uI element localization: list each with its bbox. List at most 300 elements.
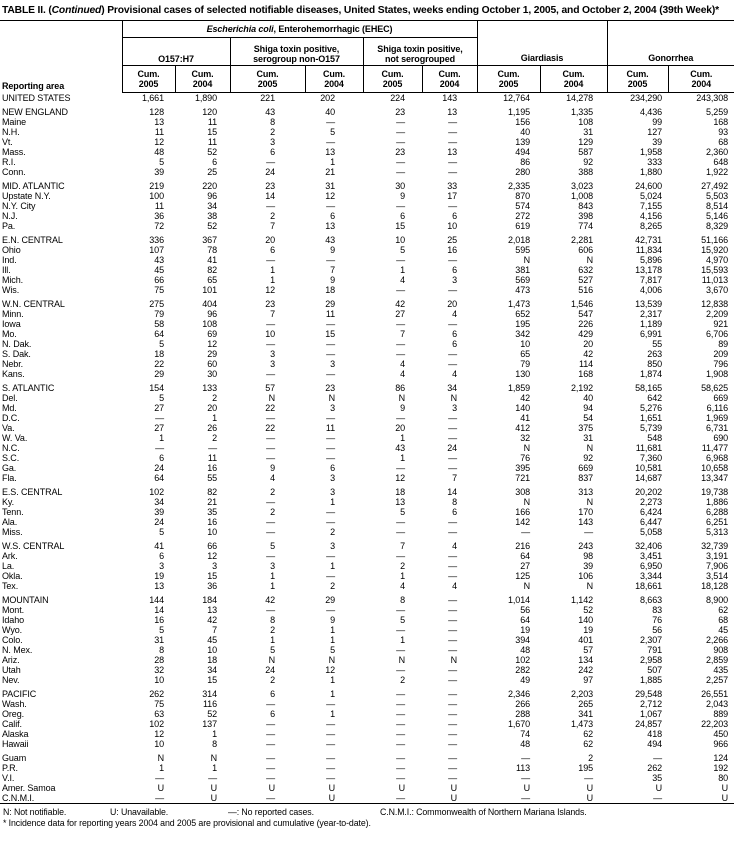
table-row: [0, 541, 734, 551]
reporting-area-cell: Amer. Samoa: [2, 783, 56, 793]
value-cell: —: [396, 463, 405, 473]
value-cell: 1: [400, 433, 405, 443]
value-cell: 76: [652, 615, 663, 625]
reporting-area-cell: Utah: [2, 665, 21, 675]
value-cell: 51,166: [701, 235, 729, 245]
table-title: [0, 4, 734, 17]
value-cell: 265: [578, 699, 594, 709]
value-cell: 3,023: [570, 181, 594, 191]
reporting-area-cell: Alaska: [2, 729, 29, 739]
value-cell: 2,712: [639, 699, 663, 709]
reporting-area-cell: Miss.: [2, 527, 23, 537]
value-cell: U: [210, 783, 217, 793]
table-row: [0, 773, 734, 783]
value-cell: —: [448, 625, 458, 635]
value-cell: 1: [212, 729, 217, 739]
title-continued: Continued: [51, 5, 102, 16]
value-cell: 341: [578, 709, 594, 719]
value-cell: 168: [713, 117, 729, 127]
reporting-area-cell: P.R.: [2, 763, 18, 773]
value-cell: 5,024: [639, 191, 663, 201]
value-cell: 72: [154, 221, 164, 231]
value-cell: —: [448, 517, 458, 527]
table-header: [0, 21, 734, 93]
value-cell: 6: [330, 463, 335, 473]
value-cell: —: [396, 699, 405, 709]
value-cell: 156: [515, 117, 531, 127]
value-cell: 106: [578, 571, 594, 581]
value-cell: 18,128: [701, 581, 729, 591]
value-cell: 134: [578, 655, 594, 665]
value-cell: 11: [207, 117, 217, 127]
value-cell: 25: [207, 167, 217, 177]
value-cell: —: [155, 413, 164, 423]
value-cell: 619: [515, 221, 531, 231]
value-cell: 34: [154, 497, 164, 507]
value-cell: U: [328, 793, 335, 803]
value-cell: 2: [400, 561, 405, 571]
reporting-area-cell: N. Dak.: [2, 339, 32, 349]
value-cell: 4,970: [706, 255, 729, 265]
value-cell: 24: [265, 167, 275, 177]
notifiable-diseases-table: [0, 20, 734, 804]
value-cell: 130: [515, 369, 531, 379]
value-cell: 2,859: [706, 655, 729, 665]
value-cell: 15: [207, 675, 217, 685]
value-cell: —: [396, 157, 405, 167]
table-row: [0, 571, 734, 581]
value-cell: 202: [320, 93, 335, 103]
value-cell: 3: [330, 473, 335, 483]
value-cell: —: [396, 753, 405, 763]
value-cell: 10: [207, 527, 217, 537]
value-cell: —: [396, 645, 405, 655]
value-cell: 5,259: [706, 107, 729, 117]
value-cell: 108: [578, 117, 594, 127]
value-cell: N: [523, 497, 531, 507]
value-cell: N: [523, 443, 531, 453]
reporting-area-cell: C.N.M.I.: [2, 793, 35, 803]
table-row: [0, 147, 734, 157]
value-cell: 124: [713, 753, 729, 763]
table-row: [0, 453, 734, 463]
value-cell: 108: [202, 319, 217, 329]
value-cell: N: [586, 497, 594, 507]
value-cell: —: [326, 349, 335, 359]
value-cell: —: [266, 699, 275, 709]
value-cell: —: [266, 773, 275, 783]
value-cell: 27: [395, 309, 405, 319]
value-cell: —: [584, 773, 594, 783]
value-cell: U: [586, 793, 594, 803]
value-cell: —: [448, 117, 458, 127]
value-cell: 547: [578, 309, 594, 319]
value-cell: 27: [154, 423, 164, 433]
table-row: [0, 527, 734, 537]
value-cell: 5: [400, 507, 405, 517]
reporting-area-cell: V.I.: [2, 773, 15, 783]
value-cell: N: [268, 393, 275, 403]
column-header-cum: Cum. 2005: [477, 66, 540, 93]
value-cell: 42: [207, 615, 217, 625]
value-cell: 68: [718, 137, 729, 147]
value-cell: 6: [452, 265, 458, 275]
value-cell: 1,546: [570, 299, 594, 309]
value-cell: 39: [154, 507, 164, 517]
value-cell: 99: [652, 117, 663, 127]
value-cell: 12: [207, 551, 217, 561]
value-cell: 8: [400, 595, 405, 605]
value-cell: 11,681: [635, 443, 663, 453]
table-row: [0, 359, 734, 369]
value-cell: 24: [154, 517, 164, 527]
reporting-area-cell: Wash.: [2, 699, 27, 709]
value-cell: 375: [578, 423, 594, 433]
value-cell: 192: [713, 763, 729, 773]
reporting-area-cell: Ala.: [2, 517, 18, 527]
value-cell: 92: [583, 157, 594, 167]
value-cell: 41: [520, 413, 531, 423]
value-cell: —: [396, 117, 405, 127]
table-row: [0, 329, 734, 339]
value-cell: 42: [583, 349, 594, 359]
value-cell: 1,885: [639, 675, 663, 685]
value-cell: —: [266, 413, 275, 423]
value-cell: —: [326, 517, 335, 527]
value-cell: —: [326, 773, 335, 783]
value-cell: 5: [159, 625, 164, 635]
value-cell: 1: [330, 625, 335, 635]
reporting-area-cell: Ind.: [2, 255, 17, 265]
value-cell: 65: [207, 275, 217, 285]
value-cell: 1: [212, 763, 217, 773]
value-cell: 2,043: [706, 699, 729, 709]
reporting-area-cell: Conn.: [2, 167, 26, 177]
value-cell: 38: [207, 211, 217, 221]
value-cell: U: [586, 783, 594, 793]
value-cell: 2,958: [639, 655, 663, 665]
value-cell: 55: [207, 473, 217, 483]
value-cell: —: [396, 793, 405, 803]
value-cell: 42,731: [635, 235, 663, 245]
table-row: [0, 655, 734, 665]
value-cell: 3: [330, 359, 335, 369]
value-cell: 4: [452, 369, 458, 379]
value-cell: 43: [154, 255, 164, 265]
value-cell: 3: [452, 275, 458, 285]
value-cell: 113: [515, 763, 531, 773]
value-cell: U: [157, 783, 164, 793]
value-cell: 3: [159, 561, 164, 571]
value-cell: 398: [578, 211, 594, 221]
value-cell: 25: [447, 235, 458, 245]
value-cell: 11,013: [701, 275, 729, 285]
table-row: [0, 221, 734, 231]
value-cell: 10: [520, 339, 531, 349]
value-cell: 6,991: [639, 329, 663, 339]
value-cell: 1: [330, 497, 335, 507]
value-cell: 1,908: [706, 369, 729, 379]
value-cell: 1: [270, 571, 275, 581]
value-cell: 76: [520, 453, 531, 463]
value-cell: 14,278: [566, 93, 594, 103]
value-cell: 139: [515, 137, 531, 147]
value-cell: 22: [265, 423, 275, 433]
value-cell: —: [521, 773, 531, 783]
value-cell: 10: [154, 739, 164, 749]
value-cell: 30: [207, 369, 217, 379]
table-row: [0, 497, 734, 507]
value-cell: N: [586, 255, 594, 265]
footnote-dash: —: No reported cases.: [228, 807, 314, 817]
value-cell: 133: [202, 383, 217, 393]
reporting-area-cell: S. ATLANTIC: [2, 383, 55, 393]
value-cell: 56: [520, 605, 531, 615]
value-cell: —: [448, 561, 458, 571]
value-cell: 8,329: [706, 221, 729, 231]
value-cell: 6: [270, 709, 275, 719]
value-cell: 29: [207, 349, 217, 359]
value-cell: 2: [212, 393, 217, 403]
value-cell: —: [326, 453, 335, 463]
table-row: [0, 319, 734, 329]
value-cell: 2: [270, 507, 275, 517]
value-cell: 220: [202, 181, 217, 191]
value-cell: —: [326, 763, 335, 773]
value-cell: 12: [325, 191, 335, 201]
value-cell: 24: [154, 463, 164, 473]
value-cell: 1: [212, 413, 217, 423]
value-cell: 40: [325, 107, 335, 117]
reporting-area-cell: Hawaii: [2, 739, 29, 749]
value-cell: 1: [270, 265, 275, 275]
value-cell: 548: [647, 433, 663, 443]
reporting-area-cell: Kans.: [2, 369, 25, 379]
column-header-reporting-area: Reporting area: [0, 21, 122, 93]
value-cell: 6: [270, 689, 275, 699]
value-cell: —: [208, 773, 217, 783]
value-cell: 52: [207, 147, 217, 157]
value-cell: —: [448, 349, 458, 359]
value-cell: —: [396, 201, 405, 211]
value-cell: 5: [270, 541, 275, 551]
value-cell: —: [448, 551, 458, 561]
value-cell: —: [448, 433, 458, 443]
value-cell: 29: [154, 369, 164, 379]
value-cell: U: [268, 783, 275, 793]
value-cell: N: [157, 753, 164, 763]
value-cell: —: [448, 753, 458, 763]
table-row: [0, 349, 734, 359]
value-cell: 12: [265, 285, 275, 295]
value-cell: 10: [207, 645, 217, 655]
value-cell: 24: [265, 665, 275, 675]
value-cell: 19: [520, 625, 531, 635]
value-cell: 3: [270, 359, 275, 369]
value-cell: 1: [270, 635, 275, 645]
value-cell: 5: [330, 127, 335, 137]
value-cell: —: [584, 527, 594, 537]
value-cell: 62: [718, 605, 729, 615]
value-cell: 32: [520, 433, 531, 443]
value-cell: 40: [520, 127, 531, 137]
value-cell: 96: [207, 309, 217, 319]
value-cell: —: [266, 739, 275, 749]
reporting-area-cell: Iowa: [2, 319, 21, 329]
value-cell: 226: [578, 319, 594, 329]
value-cell: 6: [452, 211, 458, 221]
value-cell: 140: [515, 403, 531, 413]
incidence-note: * Incidence data for reporting years 2004 and 2005 are provisional and cumulative (year-to-date).: [3, 818, 371, 828]
value-cell: 7: [452, 473, 458, 483]
value-cell: 1,651: [639, 413, 663, 423]
value-cell: 12: [154, 729, 164, 739]
value-cell: 219: [149, 181, 164, 191]
value-cell: 15,920: [701, 245, 729, 255]
value-cell: 2,317: [639, 309, 663, 319]
value-cell: 120: [202, 107, 217, 117]
value-cell: 308: [515, 487, 531, 497]
table-row: [0, 255, 734, 265]
value-cell: 64: [154, 473, 164, 483]
value-cell: 587: [578, 147, 594, 157]
column-group-o157: O157:H7: [122, 38, 230, 66]
value-cell: 39: [154, 167, 164, 177]
value-cell: 1: [330, 635, 335, 645]
value-cell: 13: [325, 221, 335, 231]
value-cell: 86: [520, 157, 531, 167]
value-cell: 140: [578, 615, 594, 625]
value-cell: —: [448, 571, 458, 581]
value-cell: 9: [400, 403, 405, 413]
value-cell: N: [210, 753, 217, 763]
value-cell: —: [396, 413, 405, 423]
value-cell: 52: [207, 221, 217, 231]
value-cell: —: [448, 319, 458, 329]
value-cell: 24: [447, 443, 458, 453]
value-cell: 195: [515, 319, 531, 329]
value-cell: —: [448, 689, 458, 699]
value-cell: —: [448, 709, 458, 719]
value-cell: 394: [515, 635, 531, 645]
value-cell: 6: [452, 507, 458, 517]
value-cell: U: [450, 793, 458, 803]
value-cell: 19: [154, 571, 164, 581]
value-cell: 10: [265, 329, 275, 339]
value-cell: 7,817: [639, 275, 663, 285]
table-row: [0, 403, 734, 413]
value-cell: 13: [154, 581, 164, 591]
value-cell: 1: [400, 453, 405, 463]
value-cell: N: [586, 443, 594, 453]
reporting-area-cell: N. Mex.: [2, 645, 33, 655]
value-cell: 632: [578, 265, 594, 275]
value-cell: 21: [207, 497, 217, 507]
value-cell: 11: [325, 423, 335, 433]
value-cell: —: [326, 433, 335, 443]
value-cell: —: [396, 729, 405, 739]
value-cell: —: [396, 719, 405, 729]
value-cell: 60: [207, 359, 217, 369]
reporting-area-cell: Ariz.: [2, 655, 20, 665]
value-cell: 7: [330, 265, 335, 275]
value-cell: 12: [325, 665, 335, 675]
column-group-ehec: [122, 21, 477, 38]
value-cell: —: [396, 551, 405, 561]
value-cell: 5: [159, 393, 164, 403]
value-cell: 184: [202, 595, 217, 605]
value-cell: 870: [515, 191, 531, 201]
value-cell: 9: [330, 275, 335, 285]
value-cell: 2: [400, 675, 405, 685]
value-cell: 6,447: [639, 517, 663, 527]
value-cell: 6: [330, 211, 335, 221]
table-row: [0, 551, 734, 561]
value-cell: 27: [154, 403, 164, 413]
value-cell: 3: [330, 541, 335, 551]
value-cell: 64: [520, 551, 531, 561]
value-cell: —: [448, 255, 458, 265]
value-cell: 18: [154, 349, 164, 359]
value-cell: 79: [154, 309, 164, 319]
table-row: [0, 463, 734, 473]
value-cell: 45: [207, 635, 217, 645]
value-cell: —: [448, 157, 458, 167]
value-cell: 1: [330, 689, 335, 699]
value-cell: 5: [159, 157, 164, 167]
value-cell: N: [398, 655, 405, 665]
table-row: [0, 615, 734, 625]
value-cell: —: [448, 463, 458, 473]
reporting-area-cell: E.N. CENTRAL: [2, 235, 63, 245]
value-cell: —: [266, 339, 275, 349]
value-cell: 12,838: [701, 299, 729, 309]
value-cell: 15: [207, 571, 217, 581]
value-cell: 3: [212, 561, 217, 571]
value-cell: —: [448, 605, 458, 615]
value-cell: 57: [583, 645, 594, 655]
value-cell: 5: [270, 645, 275, 655]
value-cell: 3,344: [639, 571, 663, 581]
value-cell: 648: [713, 157, 729, 167]
value-cell: 8: [212, 739, 217, 749]
value-cell: U: [523, 783, 531, 793]
value-cell: 6: [159, 551, 164, 561]
value-cell: 18,661: [635, 581, 663, 591]
value-cell: 23: [265, 181, 275, 191]
value-cell: 13,178: [635, 265, 663, 275]
value-cell: 450: [713, 729, 729, 739]
value-cell: 216: [515, 541, 531, 551]
value-cell: 11: [207, 453, 217, 463]
value-cell: 24,600: [635, 181, 663, 191]
value-cell: —: [326, 739, 335, 749]
value-cell: 62: [583, 739, 594, 749]
value-cell: 342: [515, 329, 531, 339]
value-cell: 15: [395, 221, 405, 231]
value-cell: 22: [265, 403, 275, 413]
value-cell: 4,006: [639, 285, 663, 295]
value-cell: 642: [647, 393, 663, 403]
value-cell: 837: [578, 473, 594, 483]
value-cell: 101: [202, 285, 217, 295]
value-cell: 1,014: [507, 595, 531, 605]
value-cell: —: [266, 793, 275, 803]
value-cell: 16: [207, 517, 217, 527]
value-cell: 42: [265, 595, 275, 605]
value-cell: 1: [400, 571, 405, 581]
value-cell: 4: [400, 581, 405, 591]
